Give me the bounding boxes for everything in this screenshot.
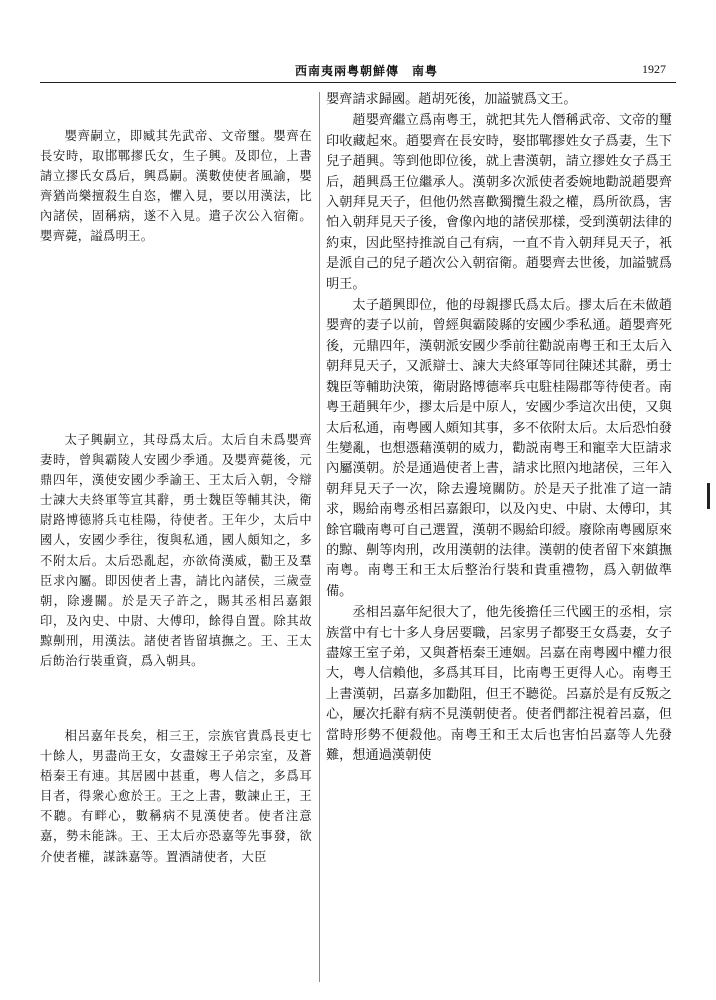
page-edge-mark [707, 483, 710, 509]
translation-paragraph-0: 嬰齊請求歸國。趙胡死後，加謚號爲文王。 [326, 92, 577, 107]
translation-column [326, 90, 672, 985]
translation-paragraph-3: 丞相呂嘉年紀很大了，他先後擔任三代國王的丞相，宗族當中有七十多人身居要職，呂家男子都娶王女爲妻，女子盡嫁王室子弟，又與蒼梧秦王連姻。呂嘉在南粤國中權力很大，粤人信賴他，多爲其耳目，比南粤王更得人心。南粤王上書漢朝，呂嘉多加勸阻，但王不聽從。呂嘉於是有反叛之心，屢次托辭有病不見漢朝使者。使者們都注視着呂嘉，但當時形勢不便殺他。南粤王和王太后也害怕呂嘉等人先發難，想通過漢朝使 [326, 605, 672, 763]
page-number: 1927 [642, 62, 666, 76]
original-text-column [40, 92, 312, 982]
translation-paragraph-1: 趙嬰齊繼立爲南粤王，就把其先人僭稱武帝、文帝的璽印收藏起來。趙嬰齊在長安時，娶邯鄲摎姓女子爲妻，生下兒子趙興。等到他即位後，就上書漢朝，請立摎姓女子爲王后，趙興爲王位繼承人。漢朝多次派使者委婉地勸説趙嬰齊入朝拜見天子，但他仍然喜歡獨攬生殺之權，爲所欲爲，害怕入朝拜見天子後，會像內地的諸侯那樣，受到漢朝法律的約束，因此堅持推説自己有病，一直不肯入朝拜見天子，衹是派自己的兒子趙次公入朝宿衛。趙嬰齊去世後，加謚號爲明王。 [326, 113, 672, 292]
column-divider [319, 92, 320, 982]
original-paragraph-1: 嬰齊嗣立，即臧其先武帝、文帝璽。嬰齊在長安時，取邯鄲摎氏女，生子興。及即位，上書請立摎氏女爲后，興爲嗣。漢數使使者風諭，嬰齊猶尚樂擅殺生自恣，懼入見，要以用漢法，比內諸侯，固稱病，遂不入見。遣子次公入宿衛。嬰齊薨，謚爲明王。 [40, 129, 312, 244]
running-title: 西南夷兩粤朝鮮傳 南粤 [295, 64, 439, 78]
original-paragraph-3: 相呂嘉年長矣，相三王，宗族官貴爲長吏七十餘人，男盡尚王女，女盡嫁王子弟宗室，及蒼梧秦王有連。其居國中甚重，粤人信之，多爲耳目者，得衆心愈於王。王之上書，數諫止王，王不聽。有畔心，數稱病不見漢使者。使者注意嘉，勢未能誅。王、王太后亦恐嘉等先事發，欲介使者權，謀誅嘉等。置酒請使者，大臣 [40, 729, 312, 864]
translation-paragraph-2: 太子趙興即位，他的母親摎氏爲太后。摎太后在未做趙嬰齊的妻子以前，曾經與霸陵縣的安國少季私通。趙嬰齊死後，元鼎四年，漢朝派安國少季前往勸説南粤王和王太后入朝拜見天子，又派辯士、諫大夫終軍等同往陳述其辭，勇士魏臣等輔助決策，衛尉路博德率兵屯駐桂陽郡等待使者。南粤王趙興年少，摎太后是中原人，安國少季這次出使，又與太后私通，南粤國人頗知其事，多不依附太后。太后恐怕發生變亂，也想憑藉漢朝的威力，勸説南粤王和寵幸大臣請求內屬漢朝。於是通過使者上書，請求比照內地諸侯，三年入朝拜見天子一次，除去邊境關防。於是天子批准了這一請求，賜給南粤丞相呂嘉銀印，以及內史、中尉、太傅印，其餘官職南粤可自己選置，漢朝不賜給印綬。廢除南粤國原來的黥、劓等肉刑，改用漢朝的法律。漢朝的使者留下來鎮撫南粤。南粤王和王太后整治行裝和貴重禮物，爲入朝做準備。 [326, 298, 672, 599]
original-paragraph-2: 太子興嗣立，其母爲太后。太后自未爲嬰齊妻時，曾與霸陵人安國少季通。及嬰齊薨後，元鼎四年，漢使安國少季諭王、王太后入朝，令辯士諫大夫終軍等宣其辭，勇士魏臣等輔其決，衛尉路博德將兵屯桂陽，待使者。王年少，太后中國人，安國少季往，復與私通，國人頗知之，多不附太后。太后恐亂起，亦欲倚漢威，勸王及羣臣求內屬。即因使者上書，請比內諸侯，三歲壹朝，除邊關。於是天子許之，賜其丞相呂嘉銀印，及內史、中尉、大傅印，餘得自置。除其故黥劓刑，用漢法。諸使者皆留填撫之。王、王太后飭治行裝重資，爲入朝具。 [40, 433, 312, 669]
running-header [40, 62, 676, 83]
